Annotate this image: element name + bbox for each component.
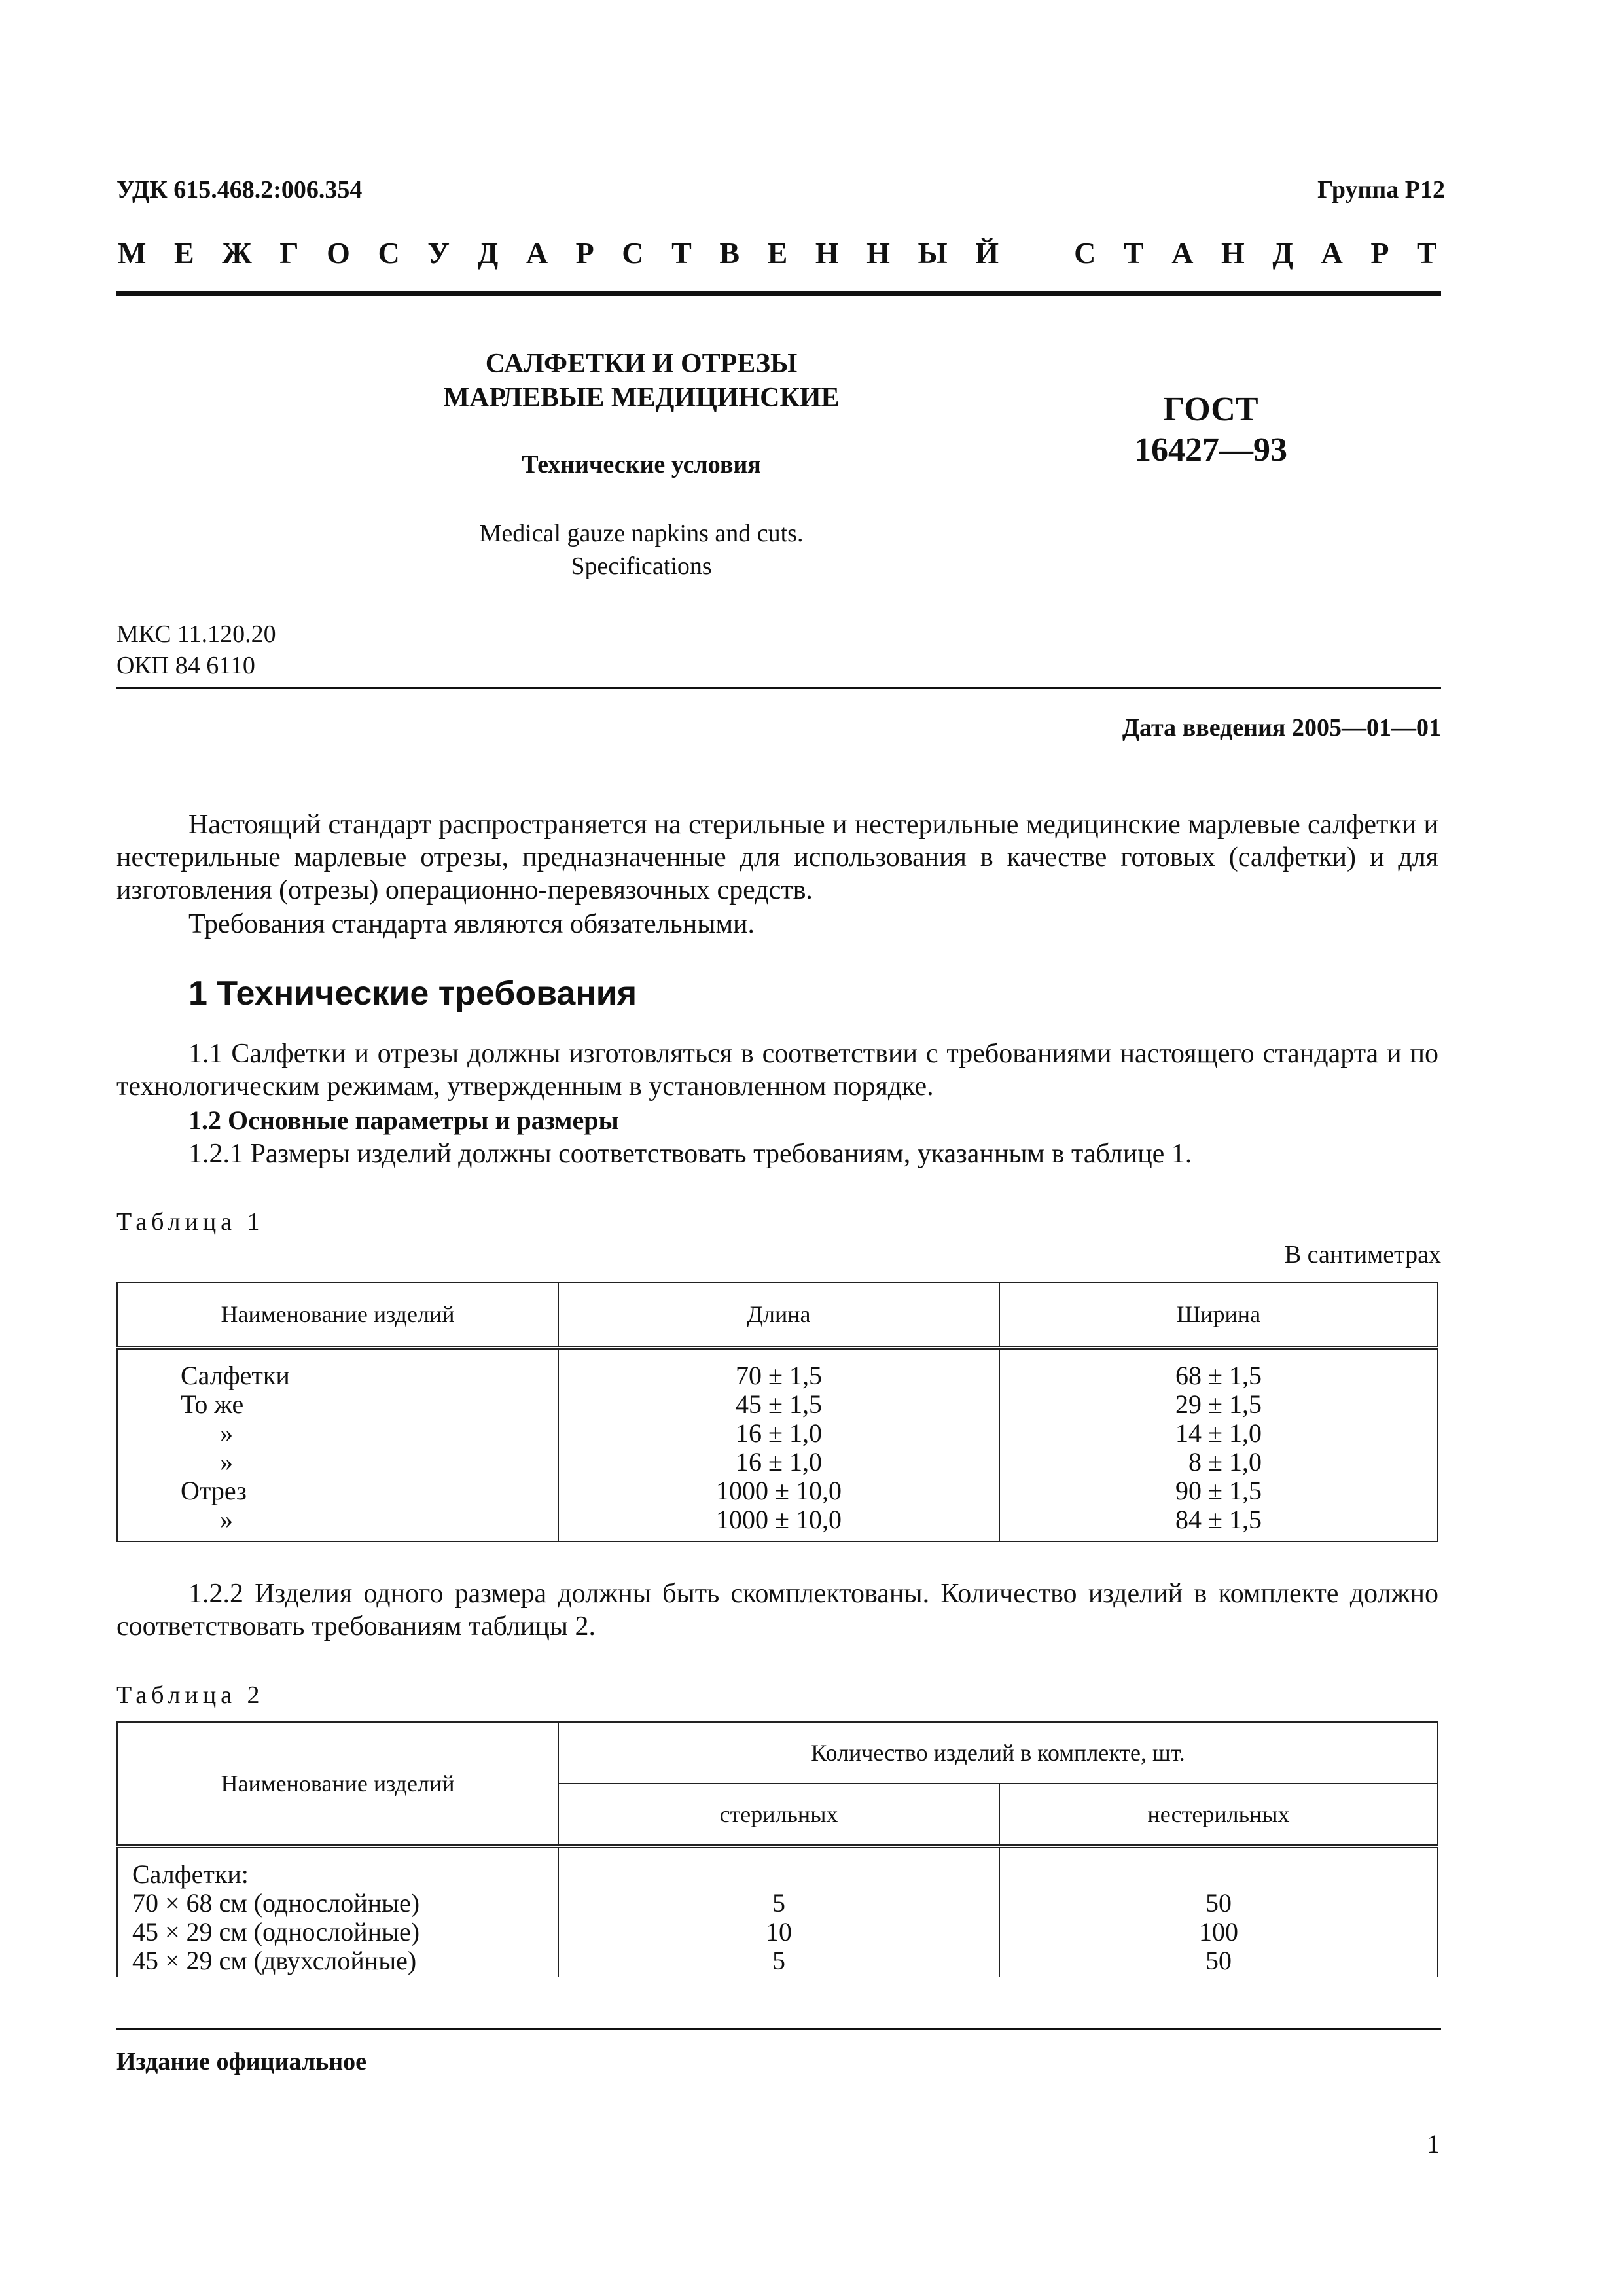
banner-letter: Р [575, 236, 594, 270]
table2-header-name: Наименование изделий [117, 1722, 558, 1846]
banner-letter: В [719, 236, 740, 270]
table-cell: 84 ± 1,5 [1175, 1505, 1262, 1534]
table-cell: 45 × 29 см (однослойные) [132, 1917, 420, 1946]
banner-title [118, 236, 1437, 270]
table2-header-sterile: стерильных [558, 1784, 999, 1846]
table-cell: » [220, 1505, 233, 1534]
clause-1-2-heading: 1.2 Основные параметры и размеры [188, 1105, 619, 1135]
banner-letter: С [622, 236, 644, 270]
table-cell: 16 ± 1,0 [736, 1447, 822, 1477]
gost-designation [1060, 389, 1361, 471]
table-cell: 50 [1205, 1946, 1232, 1975]
classification-codes [116, 619, 276, 681]
table1-name-column [117, 1348, 558, 1541]
intro-paragraph-2: Требования стандарта являются обязательными. [188, 909, 755, 939]
table-cell: 45 ± 1,5 [736, 1390, 822, 1419]
banner-letter: Н [1221, 236, 1245, 270]
table2-nonsterile-column [999, 1846, 1438, 1977]
table-cell: 45 × 29 см (двухслойные) [132, 1946, 417, 1975]
mks-code: МКС 11.120.20 [116, 620, 276, 648]
banner-letter: У [427, 236, 450, 270]
table-cell: 70 ± 1,5 [736, 1361, 822, 1390]
english-title-line: Medical gauze napkins and cuts. [479, 520, 804, 547]
banner-letter: А [526, 236, 548, 270]
banner-letter: Г [279, 236, 299, 270]
banner-letter: А [1321, 236, 1343, 270]
table-cell: 70 × 68 см (однослойные) [132, 1888, 420, 1918]
table-cell: 8 ± 1,0 [1188, 1447, 1262, 1477]
table2 [116, 1721, 1438, 1977]
banner-rule [116, 291, 1441, 296]
english-title [314, 517, 969, 583]
table1-length-column [558, 1348, 999, 1541]
table1-width-column [999, 1348, 1438, 1541]
title-line: МАРЛЕВЫЕ МЕДИЦИНСКИЕ [443, 383, 840, 413]
table-cell: 50 [1205, 1888, 1232, 1918]
table2-caption: Таблица 2 [116, 1681, 264, 1709]
footer-rule [116, 2028, 1441, 2030]
table-cell: » [220, 1418, 233, 1448]
table1-header-name: Наименование изделий [117, 1282, 558, 1348]
banner-letter: Р [1370, 236, 1389, 270]
table2-sterile-column [558, 1846, 999, 1977]
table-cell: 16 ± 1,0 [736, 1418, 822, 1448]
banner-letter: О [327, 236, 350, 270]
table2-header-group: Количество изделий в комплекте, шт. [558, 1722, 1438, 1784]
banner-letter: Е [767, 236, 788, 270]
table-cell: » [220, 1447, 233, 1477]
banner-letter: Н [866, 236, 890, 270]
clause-1-2-1: 1.2.1 Размеры изделий должны соответствовать требованиям, указанным в таблице 1. [188, 1139, 1192, 1169]
table-cell: 1000 ± 10,0 [716, 1505, 842, 1534]
banner-letter: Д [1272, 236, 1293, 270]
table1 [116, 1282, 1438, 1542]
okp-code: ОКП 84 6110 [116, 652, 255, 679]
table-cell: Салфетки [181, 1361, 290, 1390]
table-cell: 5 [772, 1946, 785, 1975]
banner-letter: Т [671, 236, 692, 270]
intro-paragraph: Настоящий стандарт распространяется на стерильные и нестерильные медицинские марлевые салфетки и нестерильные марлевые отрезы, предназначенные для использования в качестве готовых (салфетки) и для изготовления (отрезы) операционно-перевязочных средств. [116, 810, 1438, 905]
clause-1-2-2: 1.2.2 Изделия одного размера должны быть скомплектованы. Количество изделий в комплекте должно соответствовать требованиям таблицы 2. [116, 1579, 1438, 1641]
table-cell: 68 ± 1,5 [1175, 1361, 1262, 1390]
table-cell: 1000 ± 10,0 [716, 1476, 842, 1505]
english-title-line: Specifications [571, 552, 712, 580]
udk-code: УДК 615.468.2:006.354 [116, 176, 363, 204]
banner-letter: Ж [222, 236, 252, 270]
table1-units: В сантиметрах [1284, 1241, 1441, 1268]
table-cell: 29 ± 1,5 [1175, 1390, 1262, 1419]
group-code: Группа Р12 [1317, 176, 1445, 204]
banner-letter: Е [173, 236, 194, 270]
table1-caption: Таблица 1 [116, 1208, 264, 1236]
document-title [314, 347, 969, 415]
table-cell: 10 [766, 1917, 792, 1946]
title-line: САЛФЕТКИ И ОТРЕЗЫ [485, 349, 798, 379]
gost-number: 16427—93 [1134, 431, 1287, 469]
table-cell: Салфетки: [132, 1859, 249, 1889]
banner-letter: Ы [918, 236, 948, 270]
page-number: 1 [1427, 2129, 1440, 2159]
table-cell: Отрез [181, 1476, 247, 1505]
table1-header-length: Длина [558, 1282, 999, 1348]
banner-letter: М [118, 236, 147, 270]
banner-letter: Т [1123, 236, 1144, 270]
table-cell: 90 ± 1,5 [1175, 1476, 1262, 1505]
banner-letter: С [378, 236, 400, 270]
table-cell: 5 [772, 1888, 785, 1918]
banner-letter: Т [1417, 236, 1437, 270]
table2-name-column [117, 1846, 558, 1977]
banner-letter: Й [975, 236, 999, 270]
section-heading: 1 Технические требования [188, 975, 637, 1013]
banner-letter: Н [815, 236, 839, 270]
edition-label: Издание официальное [116, 2048, 367, 2075]
codes-rule [116, 687, 1441, 689]
gost-label: ГОСТ [1163, 391, 1258, 428]
table-cell: 100 [1199, 1917, 1238, 1946]
table2-header-nonsterile: нестерильных [999, 1784, 1438, 1846]
document-subtitle: Технические условия [522, 451, 761, 478]
banner-letter: А [1171, 236, 1194, 270]
table-cell: То же [181, 1390, 244, 1419]
banner-letter: С [1074, 236, 1096, 270]
table-cell: 14 ± 1,0 [1175, 1418, 1262, 1448]
table1-header-width: Ширина [999, 1282, 1438, 1348]
banner-letter: Д [477, 236, 499, 270]
intro-date: Дата введения 2005—01—01 [1122, 714, 1441, 742]
clause-1-1: 1.1 Салфетки и отрезы должны изготовляться в соответствии с требованиями настоящего стандарта и по технологическим режимам, утвержденным в установленном порядке. [116, 1039, 1438, 1102]
